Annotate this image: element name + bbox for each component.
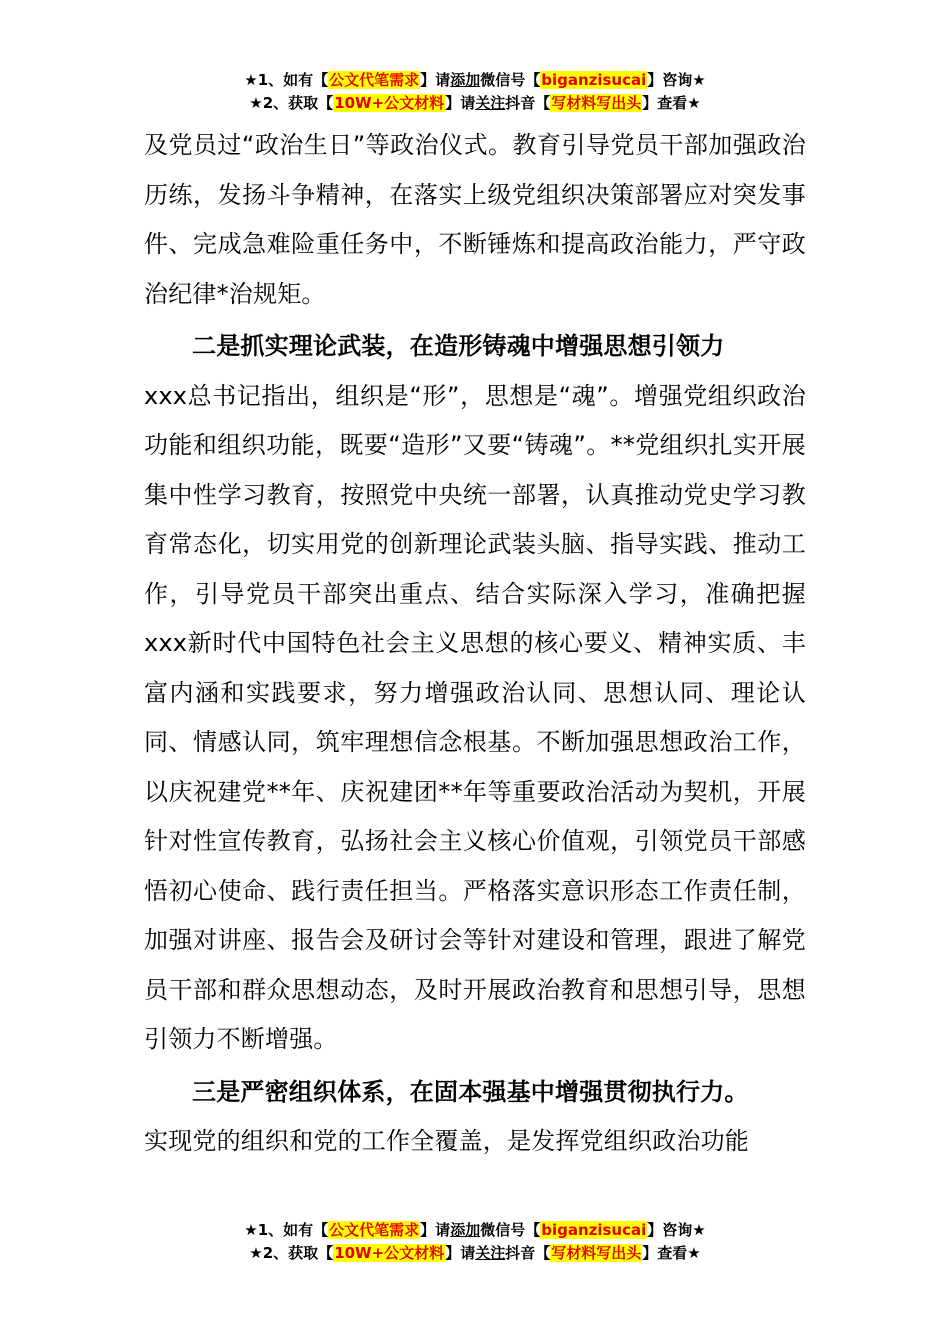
highlight-wechat-id: biganzisucai [541,1221,647,1239]
section-heading-theory: 二是抓实理论武装，在造形铸魂中增强思想引领力 [192,332,725,360]
highlight-wechat-id: biganzisucai [541,71,647,89]
highlight-douyin-account: 写材料写出头 [551,1244,642,1262]
banner-line-1: ★1、如有【公文代笔需求】请添加微信号【biganzisucai】咨询★ [244,1221,706,1239]
highlight-service: 公文代笔需求 [329,71,420,89]
highlight-materials: 10W+公文材料 [334,1244,445,1262]
banner-line-1: ★1、如有【公文代笔需求】请添加微信号【biganzisucai】咨询★ [244,71,706,89]
paragraph-theory: xxx总书记指出，组织是“形”，思想是“魂”。增强党组织政治功能和组织功能，既要“造形”又要“铸魂”。**党组织扎实开展集中性学习教育，按照党中央统一部署，认真推动党史学习教育常态化，切实用党的创新理论武装头脑、指导实践、推动工作，引导党员干部突出重点、结合实际深入学习，准确把握xxx新时代中国特色社会主义思想的核心要义、精神实质、丰富内涵和实践要求，努力增强政治认同、思想认同、理论认同、情感认同，筑牢理想信念根基。不断加强思想政治工作，以庆祝建党**年、庆祝建团**年等重要政治活动为契机，开展针对性宣传教育，弘扬社会主义核心价值观，引领党员干部感悟初心使命、践行责任担当。严格落实意识形态工作责任制，加强对讲座、报告会及研讨会等针对建设和管理，跟进了解党员干部和群众思想动态，及时开展政治教育和思想引导，思想引领力不断增强。 [144,381,806,1053]
banner-line-2: ★2、获取【10W+公文材料】请关注抖音【写材料写出头】查看★ [249,94,701,112]
highlight-service: 公文代笔需求 [329,1221,420,1239]
footer-banner [0,1219,950,1265]
paragraph-organization: 实现党的组织和党的工作全覆盖，是发挥党组织政治功能 [144,1127,749,1155]
header-banner [0,69,950,115]
highlight-douyin-account: 写材料写出头 [551,94,642,112]
paragraph-political-ritual: 及党员过“政治生日”等政治仪式。教育引导党员干部加强政治历练，发扬斗争精神，在落实上级党组织决策部署应对突发事件、完成急难险重任务中，不断锤炼和提高政治能力，严守政治纪律*治规矩。 [144,131,806,308]
highlight-materials: 10W+公文材料 [334,94,445,112]
banner-line-2: ★2、获取【10W+公文材料】请关注抖音【写材料写出头】查看★ [249,1244,701,1262]
document-body [144,121,806,1167]
section-heading-organization: 三是严密组织体系，在固本强基中增强贯彻执行力。 [192,1077,749,1106]
